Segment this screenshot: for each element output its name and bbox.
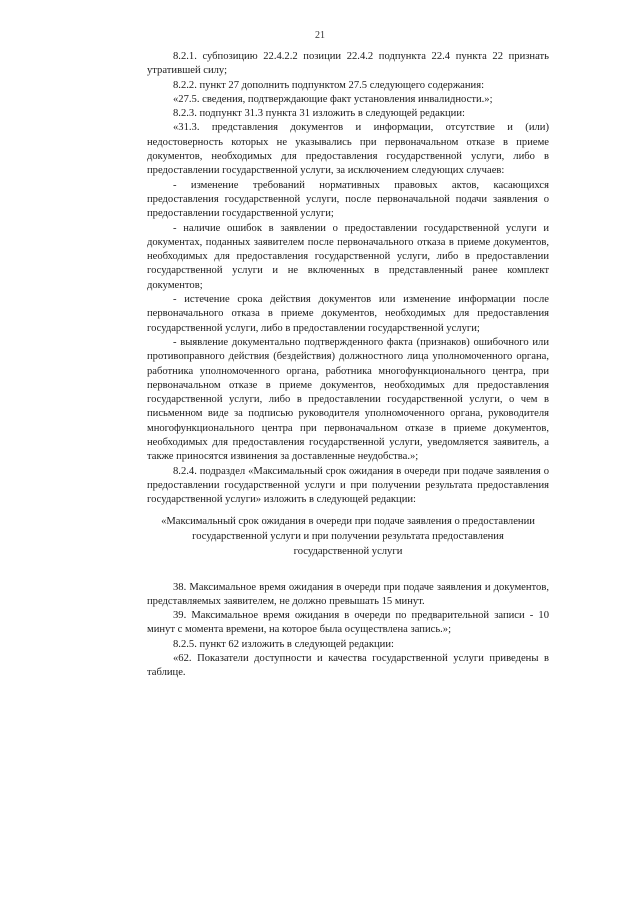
paragraph-31-3: «31.3. представления документов и информации, отсутствие и (или) недостоверность которых не указывались при первоначальном отказе в приеме документов, необходимых для предоставления государственной услуги, либо в предоставлении государственной услуги, за исключением следующих случаев: — [147, 122, 549, 177]
document-body — [147, 50, 549, 681]
list-item-documents-expiry: - истечение срока действия документов или изменение информации после первоначального отказа в приеме документов, необходимых для предоставления государственной услуги, либо в предоставлении государственной услуги; — [147, 294, 549, 334]
paragraph-27-5: «27.5. сведения, подтверждающие факт установления инвалидности.»; — [173, 93, 493, 105]
list-item-requirements-change: - изменение требований нормативных правовых актов, касающихся предоставления государственной услуги, после первоначальной подачи заявления о предоставлении государственной услуги; — [147, 179, 549, 220]
paragraph-8-2-3: 8.2.3. подпункт 31.3 пункта 31 изложить в следующей редакции: — [173, 108, 465, 120]
paragraph-8-2-1: 8.2.1. субпозицию 22.4.2.2 позиции 22.4.2 подпункта 22.4 пункта 22 признать утратившей силу; — [147, 51, 549, 77]
paragraph-38: 38. Максимальное время ожидания в очереди при подаче заявления и документов, представляемых заявителем, не должно превышать 15 минут. — [147, 581, 549, 607]
paragraph-8-2-4: 8.2.4. подраздел «Максимальный срок ожидания в очереди при подаче заявления о предоставлении государственной услуги и при получении результата предоставления государственной услуги» изложить в следующей редакции: — [147, 465, 549, 506]
paragraph-8-2-2: 8.2.2. пункт 27 дополнить подпунктом 27.5 следующего содержания: — [173, 79, 485, 91]
list-item-official-error: - выявление документально подтвержденного факта (признаков) ошибочного или противоправного действия (бездействия) должностного лица уполномоченного органа, работника уполномоченного органа, работника многофункционального центра, при первоначальном отказе в приеме документов, необходимых для предоставления государственной услуги, либо в предоставлении государственной услуги, о чем в письменном виде за подписью руководителя уполномоченного органа, руководителя многофункционального центра при первоначальном отказе в приеме документов, необходимых для предоставления государственной услуги, уведомляется заявитель, а также приносятся извинения за доставленные неудобства.»; — [147, 336, 549, 463]
paragraph-8-2-5: 8.2.5. пункт 62 изложить в следующей редакции: — [173, 638, 394, 650]
section-heading: «Максимальный срок ожидания в очереди при подаче заявления о предоставлении государственной услуги и при получении результата предоставления государственной услуги — [161, 515, 535, 557]
paragraph-39: 39. Максимальное время ожидания в очереди по предварительной записи - 10 минут с момента времени, на которое была осуществлена запись.»; — [147, 610, 549, 636]
page-number: 21 — [315, 30, 325, 41]
paragraph-62: «62. Показатели доступности и качества государственной услуги приведены в таблице. — [147, 652, 549, 679]
list-item-errors-in-application: - наличие ошибок в заявлении о предоставлении государственной услуги и документах, поданных заявителем после первоначального отказа в приеме документов, необходимых для предоставления государственной услуги, либо в предоставлении государственной услуги и не включенных в представленный ранее комплект документов; — [147, 222, 549, 291]
